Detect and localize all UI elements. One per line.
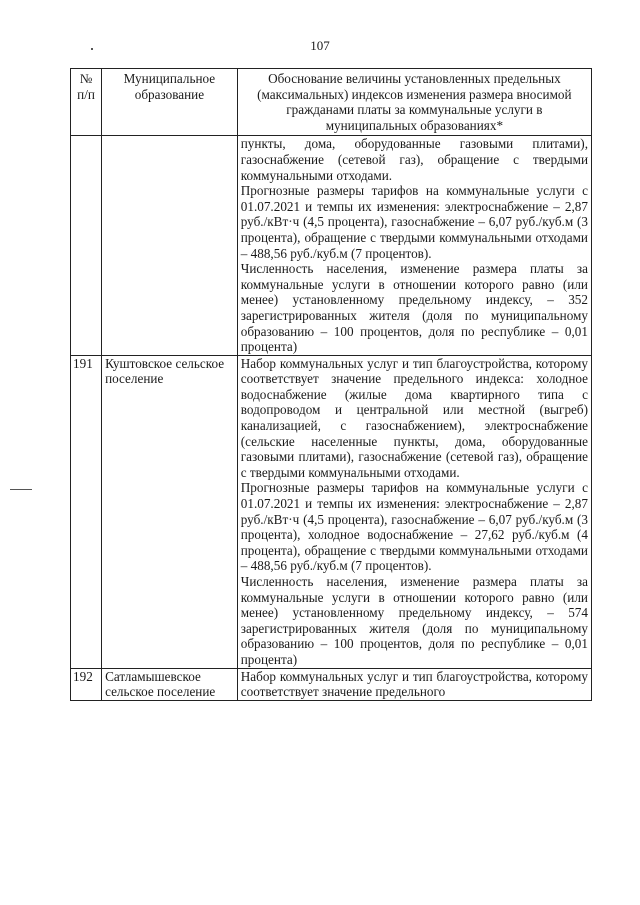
tariff-justification-table [70,68,592,701]
row-num: 191 [71,355,102,668]
table-row [71,355,592,668]
table-header-row [71,69,592,136]
row-num [71,136,102,355]
justification-paragraph: Численность населения, изменение размера платы за коммунальные услуги в отношении которого равно (или менее) установленному предельному индексу, – 574 зарегистрированных жителя (доля по муниципальному образованию – 100 процентов, доля по республике – 0,01 процента) [240,574,588,667]
table-row [71,668,592,700]
header-justification: Обоснование величины установленных предельных (максимальных) индексов изменения размера вносимой гражданами платы за коммунальные услуги в муниципальных образованиях* [237,69,591,136]
row-justification [237,355,591,668]
row-municipality [102,136,238,355]
scan-mark [91,48,93,50]
row-num: 192 [71,668,102,700]
header-municipality: Муниципальное образование [102,69,238,136]
row-municipality: Сатламышевское сельское поселение [102,668,238,700]
row-municipality: Куштовское сельское поселение [102,355,238,668]
table-row [71,136,592,355]
justification-paragraph: Численность населения, изменение размера платы за коммунальные услуги в отношении которого равно (или менее) установленному предельному индексу, – 352 зарегистрированных жителя (доля по муниципальному образованию – 100 процентов, доля по республике – 0,01 процента) [240,261,588,355]
justification-paragraph: Прогнозные размеры тарифов на коммунальные услуги с 01.07.2021 и темпы их изменения: электроснабжение – 2,87 руб./кВт·ч (4,5 процента), газоснабжение – 6,07 руб./куб.м (3 процента), холодное водоснабжение – 27,62 руб./куб.м (4 процента), обращение с твердыми коммунальными отходами – 488,56 руб./куб.м (7 процентов). [240,480,588,574]
row-justification [237,668,591,700]
justification-paragraph: пункты, дома, оборудованные газовыми плитами), газоснабжение (сетевой газ), обращение с твердыми коммунальными отходами. [240,136,588,183]
justification-paragraph: Прогнозные размеры тарифов на коммунальные услуги с 01.07.2021 и темпы их изменения: электроснабжение – 2,87 руб./кВт·ч (4,5 процента), газоснабжение – 6,07 руб./куб.м (3 процента), обращение с твердыми коммунальными отходами – 488,56 руб./куб.м (7 процентов). [240,183,588,261]
justification-paragraph: Набор коммунальных услуг и тип благоустройства, которому соответствует значение предельного [240,668,588,700]
row-justification [237,136,591,355]
scan-mark [10,489,32,490]
justification-paragraph: Набор коммунальных услуг и тип благоустройства, которому соответствует значение предельного индекса: холодное водоснабжение (жилые дома квартирного типа с водопроводом и центральной или местной (выгреб) канализацией, с газоснабжением), электроснабжение (сельские населенные пункты, дома, оборудованные газовыми плитами), газоснабжение (сетевой газ), обращение с твердыми коммунальными отходами. [240,355,588,480]
header-num: № п/п [71,69,102,136]
page-number: 107 [310,38,330,53]
